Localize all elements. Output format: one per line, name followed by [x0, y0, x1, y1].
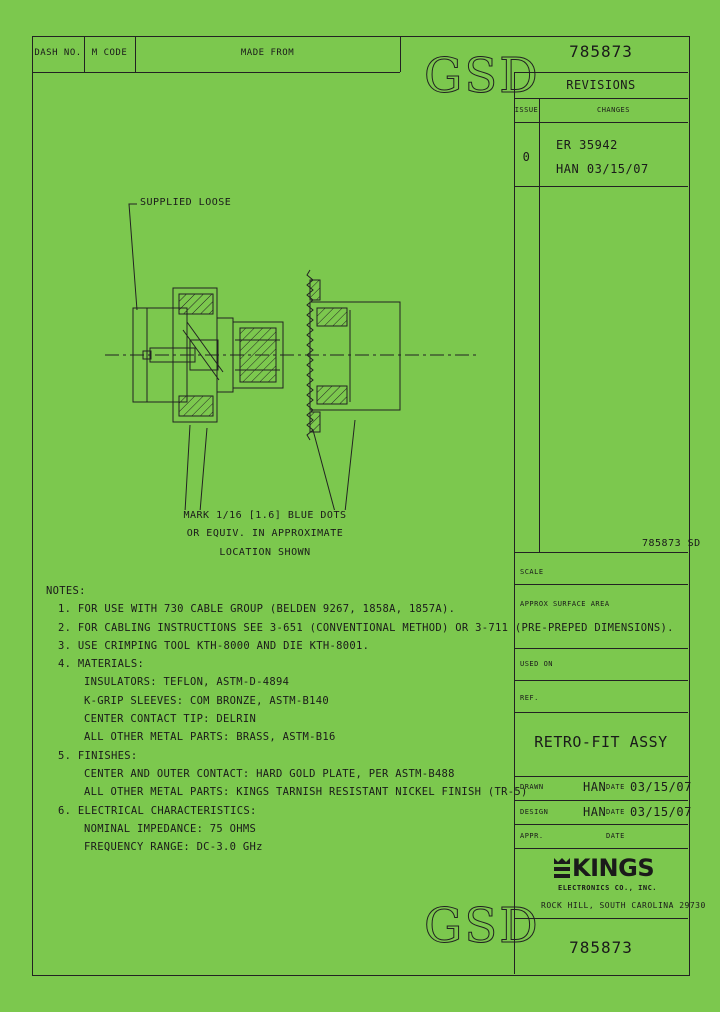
design-label: DESIGN — [520, 808, 549, 816]
col-changes-label: CHANGES — [596, 106, 630, 114]
note-4a: INSULATORS: TEFLON, ASTM-D-4894 — [84, 676, 290, 689]
header-bottom-line — [32, 72, 400, 73]
revisions-col-line — [514, 122, 688, 123]
note-6: 6. ELECTRICAL CHARACTERISTICS: — [58, 804, 257, 817]
revision-issue: 0 — [522, 150, 531, 164]
gsd-watermark-bottom: GSD — [424, 898, 540, 954]
note-4d: ALL OTHER METAL PARTS: BRASS, ASTM-B16 — [84, 731, 336, 744]
revisions-title: REVISIONS — [566, 78, 636, 92]
scale-top-line — [514, 552, 688, 553]
note-2: 2. FOR CABLING INSTRUCTIONS SEE 3-651 (CONVENTIONAL METHOD) OR 3-711 (PRE-PREPED DIMENSIONS). — [58, 621, 674, 634]
company-name: KINGS — [572, 854, 655, 882]
note-3: 3. USE CRIMPING TOOL KTH-8000 AND DIE KTH-8001. — [58, 639, 370, 652]
note-4c: CENTER CONTACT TIP: DELRIN — [84, 713, 257, 726]
revision-line1: ER 35942 — [556, 138, 618, 152]
note-4b: K-GRIP SLEEVES: COM BRONZE, ASTM-B140 — [84, 694, 329, 707]
document-id: 785873 SD — [642, 538, 701, 549]
note-5b: ALL OTHER METAL PARTS: KINGS TARNISH RESISTANT NICKEL FINISH (TR-5) — [84, 786, 528, 799]
drawn-by: HAN — [583, 780, 607, 794]
notes-block — [46, 582, 674, 856]
supplied-loose-label: SUPPLIED LOOSE — [140, 197, 232, 208]
note-4: 4. MATERIALS: — [58, 658, 145, 671]
company-address: ROCK HILL, SOUTH CAROLINA 29730 — [541, 901, 706, 910]
note-5a: CENTER AND OUTER CONTACT: HARD GOLD PLATE, PER ASTM-B488 — [84, 767, 455, 780]
gsd-watermark-top: GSD — [424, 48, 540, 104]
col-issue-label: ISSUE — [514, 106, 539, 114]
revision-row-line — [514, 186, 688, 187]
company-sub: ELECTRONICS CO., INC. — [558, 884, 658, 892]
appr-date-label: DATE — [606, 832, 625, 840]
design-date: 03/15/07 — [630, 805, 692, 819]
design-date-label: DATE — [606, 808, 625, 816]
dash-no-label: DASH NO. — [34, 48, 82, 58]
appr-label: APPR. — [520, 832, 544, 840]
revision-line2: HAN 03/15/07 — [556, 162, 649, 176]
drawing-title: RETRO-FIT ASSY — [534, 733, 668, 751]
drawn-date-label: DATE — [606, 783, 625, 791]
m-code-label: M CODE — [91, 48, 128, 58]
connector-assembly-drawing — [95, 190, 525, 510]
note-6a: NOMINAL IMPEDANCE: 75 OHMS — [84, 822, 257, 835]
revisions-issue-divider — [539, 98, 540, 552]
design-by: HAN — [583, 805, 607, 819]
revisions-header-line — [514, 98, 688, 99]
note-1: 1. FOR USE WITH 730 CABLE GROUP (BELDEN 9267, 1858A, 1857A). — [58, 603, 456, 616]
drawn-date: 03/15/07 — [630, 780, 692, 794]
mark-line1: MARK 1/16 [1.6] BLUE DOTS — [183, 510, 347, 521]
part-number-top: 785873 — [569, 42, 633, 61]
drawn-label: DRAWN — [520, 783, 544, 791]
mark-line3: LOCATION SHOWN — [219, 547, 311, 558]
used-on-label: USED ON — [520, 660, 554, 668]
note-6b: FREQUENCY RANGE: DC-3.0 GHz — [84, 841, 263, 854]
made-from-label: MADE FROM — [240, 48, 295, 58]
revisions-top-line — [514, 72, 688, 73]
surface-label: APPROX SURFACE AREA — [520, 600, 610, 608]
part-number-bottom: 785873 — [569, 938, 633, 957]
header-divider-3 — [400, 36, 401, 72]
logo-bottom-line — [514, 918, 688, 919]
note-5: 5. FINISHES: — [58, 749, 138, 762]
scale-label: SCALE — [520, 568, 544, 576]
kings-emblem-icon — [554, 858, 570, 882]
notes-heading: NOTES: — [46, 585, 86, 597]
mark-line2: OR EQUIV. IN APPROXIMATE — [186, 528, 344, 539]
ref-label: REF. — [520, 694, 539, 702]
